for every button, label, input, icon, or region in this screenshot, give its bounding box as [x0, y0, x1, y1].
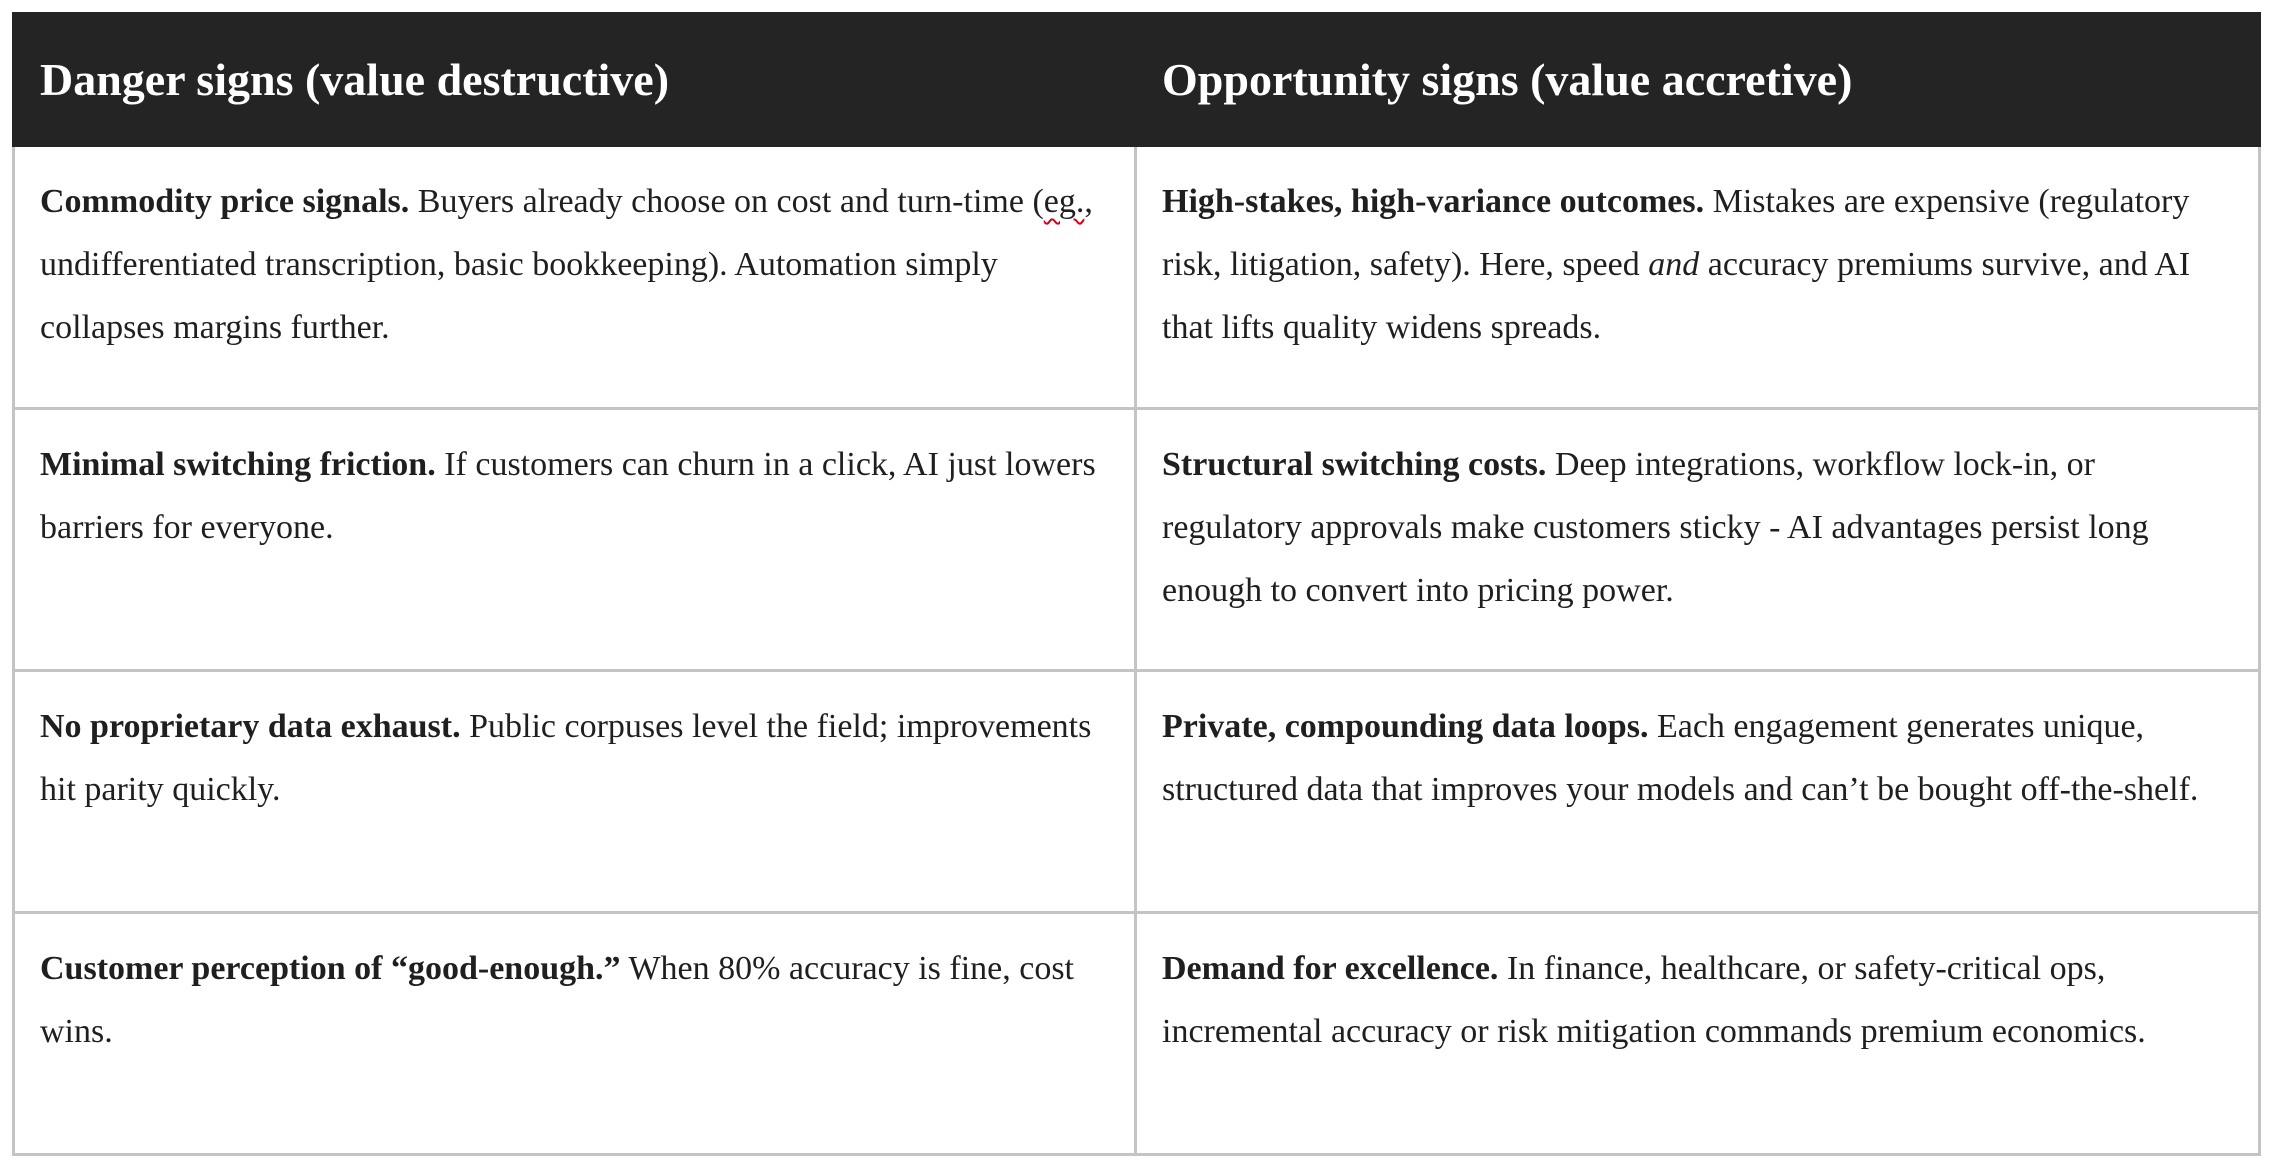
opportunity-lead: Demand for excellence. [1162, 950, 1499, 987]
opportunity-cell [1136, 671, 2260, 913]
spellcheck-flag-word[interactable]: eg. [1043, 183, 1085, 220]
header-danger-signs: Danger signs (value destructive) [14, 14, 1136, 146]
table-row [14, 146, 2260, 409]
danger-text: Buyers already choose on cost and turn-time ( [409, 183, 1044, 220]
opportunity-lead: High-stakes, high-variance outcomes. [1162, 183, 1705, 220]
danger-lead: No proprietary data exhaust. [40, 708, 461, 745]
comparison-table-container [12, 12, 2258, 1156]
danger-text: Public corpuses level the field; improvements hit parity quickly. [40, 708, 1092, 808]
comparison-table [12, 12, 2261, 1156]
opportunity-lead: Structural switching costs. [1162, 446, 1547, 483]
opportunity-cell [1136, 146, 2260, 409]
opportunity-text: Deep integrations, workflow lock-in, or regulatory approvals make customers sticky - AI advantages persist long enough to convert into pricing power. [1162, 446, 2149, 609]
opportunity-text-continued: accuracy premiums survive, and AI that lifts quality widens spreads. [1162, 246, 2191, 346]
danger-text-continued: , undifferentiated transcription, basic bookkeeping). Automation simply collapses margins further. [40, 183, 1093, 346]
danger-lead: Commodity price signals. [40, 183, 410, 220]
opportunity-cell [1136, 409, 2260, 671]
opportunity-text: Mistakes are expensive (regulatory risk, litigation, safety). Here, speed [1162, 183, 2190, 283]
danger-text: When 80% accuracy is fine, cost wins. [40, 950, 1075, 1050]
opportunity-text: Each engagement generates unique, structured data that improves your models and can’t be bought off-the-shelf. [1162, 708, 2199, 808]
danger-cell [14, 913, 1136, 1155]
emphasis-word: and [1648, 246, 1700, 283]
header-opportunity-signs: Opportunity signs (value accretive) [1136, 14, 2260, 146]
danger-text: If customers can churn in a click, AI just lowers barriers for everyone. [40, 446, 1096, 546]
danger-lead: Customer perception of “good-enough.” [40, 950, 621, 987]
danger-lead: Minimal switching friction. [40, 446, 436, 483]
opportunity-cell [1136, 913, 2260, 1155]
header-row [14, 14, 2260, 146]
danger-cell [14, 409, 1136, 671]
danger-cell [14, 671, 1136, 913]
danger-cell [14, 146, 1136, 409]
table-row [14, 913, 2260, 1155]
table-row [14, 409, 2260, 671]
opportunity-text: In finance, healthcare, or safety-critical ops, incremental accuracy or risk mitigation commands premium economics. [1162, 950, 2146, 1050]
table-row [14, 671, 2260, 913]
opportunity-lead: Private, compounding data loops. [1162, 708, 1649, 745]
